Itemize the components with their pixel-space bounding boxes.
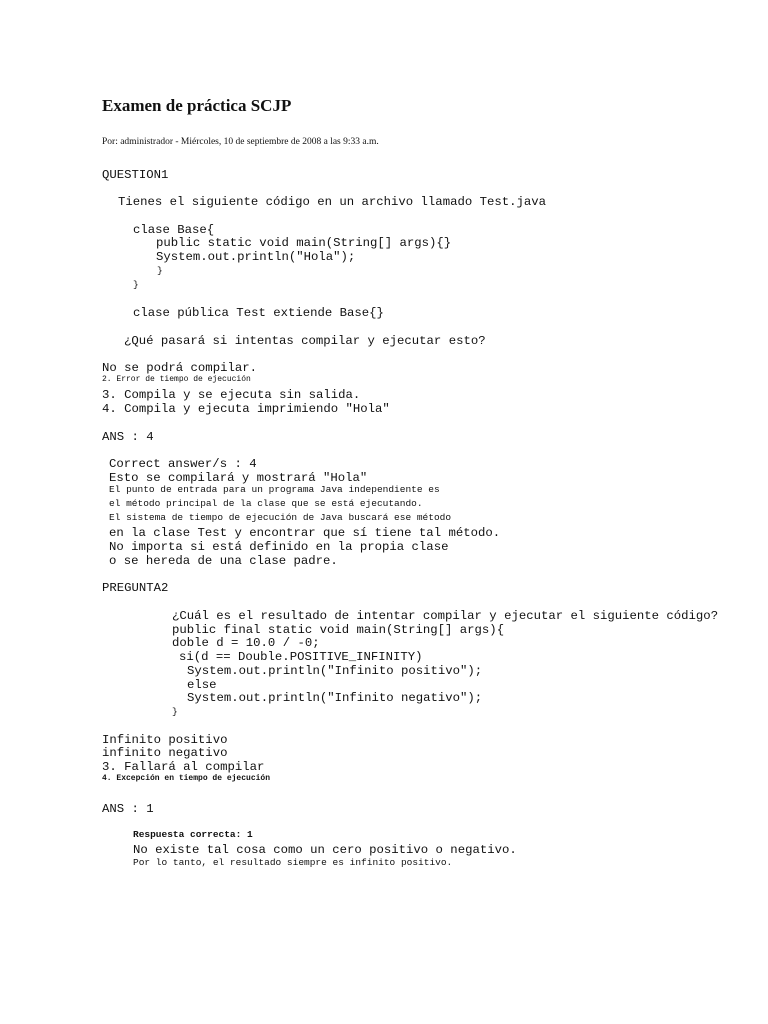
code-line: } — [133, 279, 139, 290]
question-heading: QUESTION1 — [102, 168, 169, 182]
explanation-line: Esto se compilará y mostrará "Hola" — [109, 471, 368, 485]
code-line: public final static void main(String[] args){ — [172, 623, 505, 637]
answer-option: infinito negativo — [102, 746, 228, 760]
answer-option: 3. Fallará al compilar — [102, 760, 265, 774]
code-line: System.out.println("Hola"); — [156, 250, 356, 264]
answer-key: ANS : 4 — [102, 430, 154, 444]
explanation-line: El punto de entrada para un programa Java independiente es — [109, 484, 440, 495]
code-line: clase pública Test extiende Base{} — [133, 306, 384, 320]
code-line: else — [187, 678, 217, 692]
code-line: public static void main(String[] args){} — [156, 236, 452, 250]
explanation-line: Por lo tanto, el resultado siempre es infinito positivo. — [133, 857, 453, 868]
code-line: clase Base{ — [133, 223, 215, 237]
answer-option: No se podrá compilar. — [102, 361, 257, 375]
byline: Por: administrador - Miércoles, 10 de septiembre de 2008 a las 9:33 a.m. — [102, 137, 379, 147]
explanation-line: No existe tal cosa como un cero positivo o negativo. — [133, 843, 517, 857]
explanation-line: el método principal de la clase que se está ejecutando. — [109, 498, 423, 509]
answer-option: 2. Error de tiempo de ejecución — [102, 375, 251, 384]
explanation-line: o se hereda de una clase padre. — [109, 554, 338, 568]
question-prompt: ¿Qué pasará si intentas compilar y ejecutar esto? — [124, 334, 486, 348]
explanation-line: Correct answer/s : 4 — [109, 457, 257, 471]
question-prompt: ¿Cuál es el resultado de intentar compilar y ejecutar el siguiente código? — [172, 609, 719, 623]
page-title: Examen de práctica SCJP — [102, 96, 292, 115]
explanation-line: en la clase Test y encontrar que sí tiene tal método. — [109, 526, 501, 540]
question-intro: Tienes el siguiente código en un archivo llamado Test.java — [118, 195, 547, 209]
code-line: System.out.println("Infinito positivo"); — [187, 664, 483, 678]
code-line: si(d == Double.POSITIVE_INFINITY) — [179, 650, 423, 664]
code-line: } — [157, 265, 163, 276]
code-line: System.out.println("Infinito negativo"); — [187, 691, 483, 705]
code-line: doble d = 10.0 / -0; — [172, 636, 320, 650]
answer-option: Infinito positivo — [102, 733, 228, 747]
answer-option: 4. Excepción en tiempo de ejecución — [102, 774, 271, 783]
explanation-line: No importa si está definido en la propia clase — [109, 540, 449, 554]
answer-option: 4. Compila y ejecuta imprimiendo "Hola" — [102, 402, 390, 416]
code-line: } — [172, 706, 178, 717]
explanation-line: El sistema de tiempo de ejecución de Java buscará ese método — [109, 512, 452, 523]
question-heading: PREGUNTA2 — [102, 581, 169, 595]
answer-option: 3. Compila y se ejecuta sin salida. — [102, 388, 361, 402]
answer-key: ANS : 1 — [102, 802, 154, 816]
explanation-line: Respuesta correcta: 1 — [133, 829, 253, 840]
